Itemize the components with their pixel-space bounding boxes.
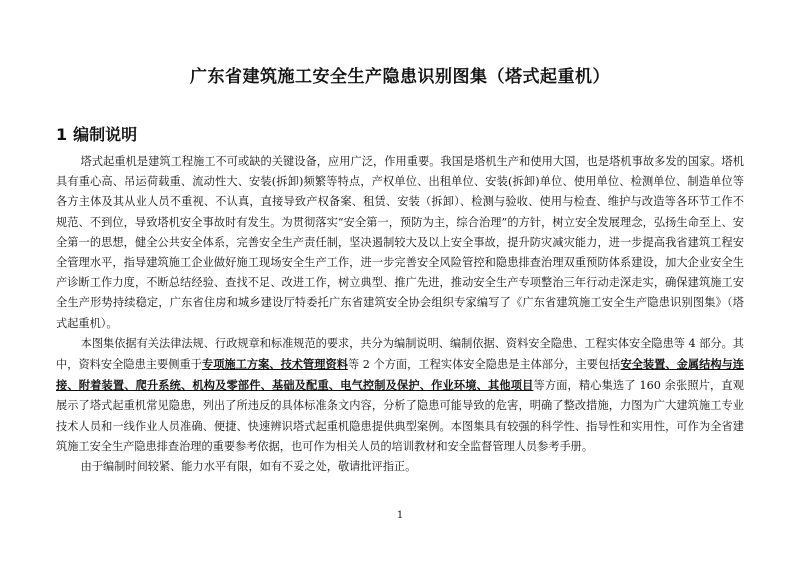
- page-number: 1: [396, 510, 404, 521]
- underlined-physical-hazards: 安全装置、金属结构与连接、附着装置、爬升系统、机构及零部件、基础及配重、电气控制及保护、作业环境、其他项目: [56, 357, 744, 393]
- paragraph-intro: 塔式起重机是建筑工程施工不可或缺的关键设备，应用广泛，作用重要。我国是塔机生产和使用大国，也是塔机事故多发的国家。塔机具有重心高、吊运荷载重、流动性大、安装(拆卸)频繁等特点，产权单位、出租单位、安装(拆卸)单位、使用单位、检测单位、制造单位等各方主体及其从业人员不重视、不认真，直接导致产权备案、租赁、安装（拆卸）、检测与验收、使用与检查、维护与改造等各环节工作不规范、不到位，导致塔机安全事故时有发生。为贯彻落实“安全第一，预防为主，综合治理”的方针，树立安全发展理念，弘扬生命至上、安全第一的思想，健全公共安全体系，完善安全生产责任制，坚决遏制较大及以上安全事故，提升防灾减灾能力，进一步提高我省建筑工程安全管理水平，指导建筑施工企业做好施工现场安全生产工作，进一步完善安全风险管控和隐患排查治理双重预防体系建设，加大企业安全生产诊断工作力度，不断总结经验、查找不足、改进工作，树立典型、推广先进，推动安全生产专项整治三年行动走深走实，确保建筑施工安全生产形势持续稳定，广东省住房和城乡建设厅特委托广东省建筑安全协会组织专家编写了《广东省建筑施工安全生产隐患识别图集》（塔式起重机）。: [56, 155, 744, 330]
- paragraph-structure-text-2: 等 2 个方面，工程实体安全隐患是主体部分，主要包括: [347, 358, 621, 372]
- document-title: 广东省建筑施工安全生产隐患识别图集（塔式起重机）: [190, 67, 610, 87]
- paragraph-closing: 由于编制时间较紧、能力水平有限，如有不妥之处，敬请批评指正。: [80, 460, 417, 474]
- paragraph-structure-text-3: 等方面，精心集选了 160 余张照片，直观展示了塔式起重机常见隐患，列出了所违反的具体标准条文内容，分析了隐患可能导致的危害，明确了整改措施，力图为广大建筑施工专业技术人员和一线作业人员准确、便捷、快速辨识塔式起重机隐患提供典型案例。本图集具有较强的科学性、指导性和实用性，可作为全省建筑施工安全生产隐患排查治理的重要参考依据，也可作为相关人员的培训教材和安全监督管理人员参考手册。: [56, 379, 744, 453]
- section-number: 1: [56, 125, 68, 144]
- paragraph-structure: [56, 334, 744, 457]
- paragraph-structure-text-1: 本图集依据有关法律法规、行政规章和标准规范的要求，共分为编制说明、编制依据、资料安全隐患、工程实体安全隐患等 4 部分。其中，资料安全隐患主要侧重于: [56, 336, 744, 372]
- section-heading: [56, 122, 137, 145]
- section-body: [56, 152, 744, 477]
- section-title: 编制说明: [73, 125, 138, 144]
- underlined-document-hazards: 专项施工方案、技术管理资料: [201, 357, 348, 372]
